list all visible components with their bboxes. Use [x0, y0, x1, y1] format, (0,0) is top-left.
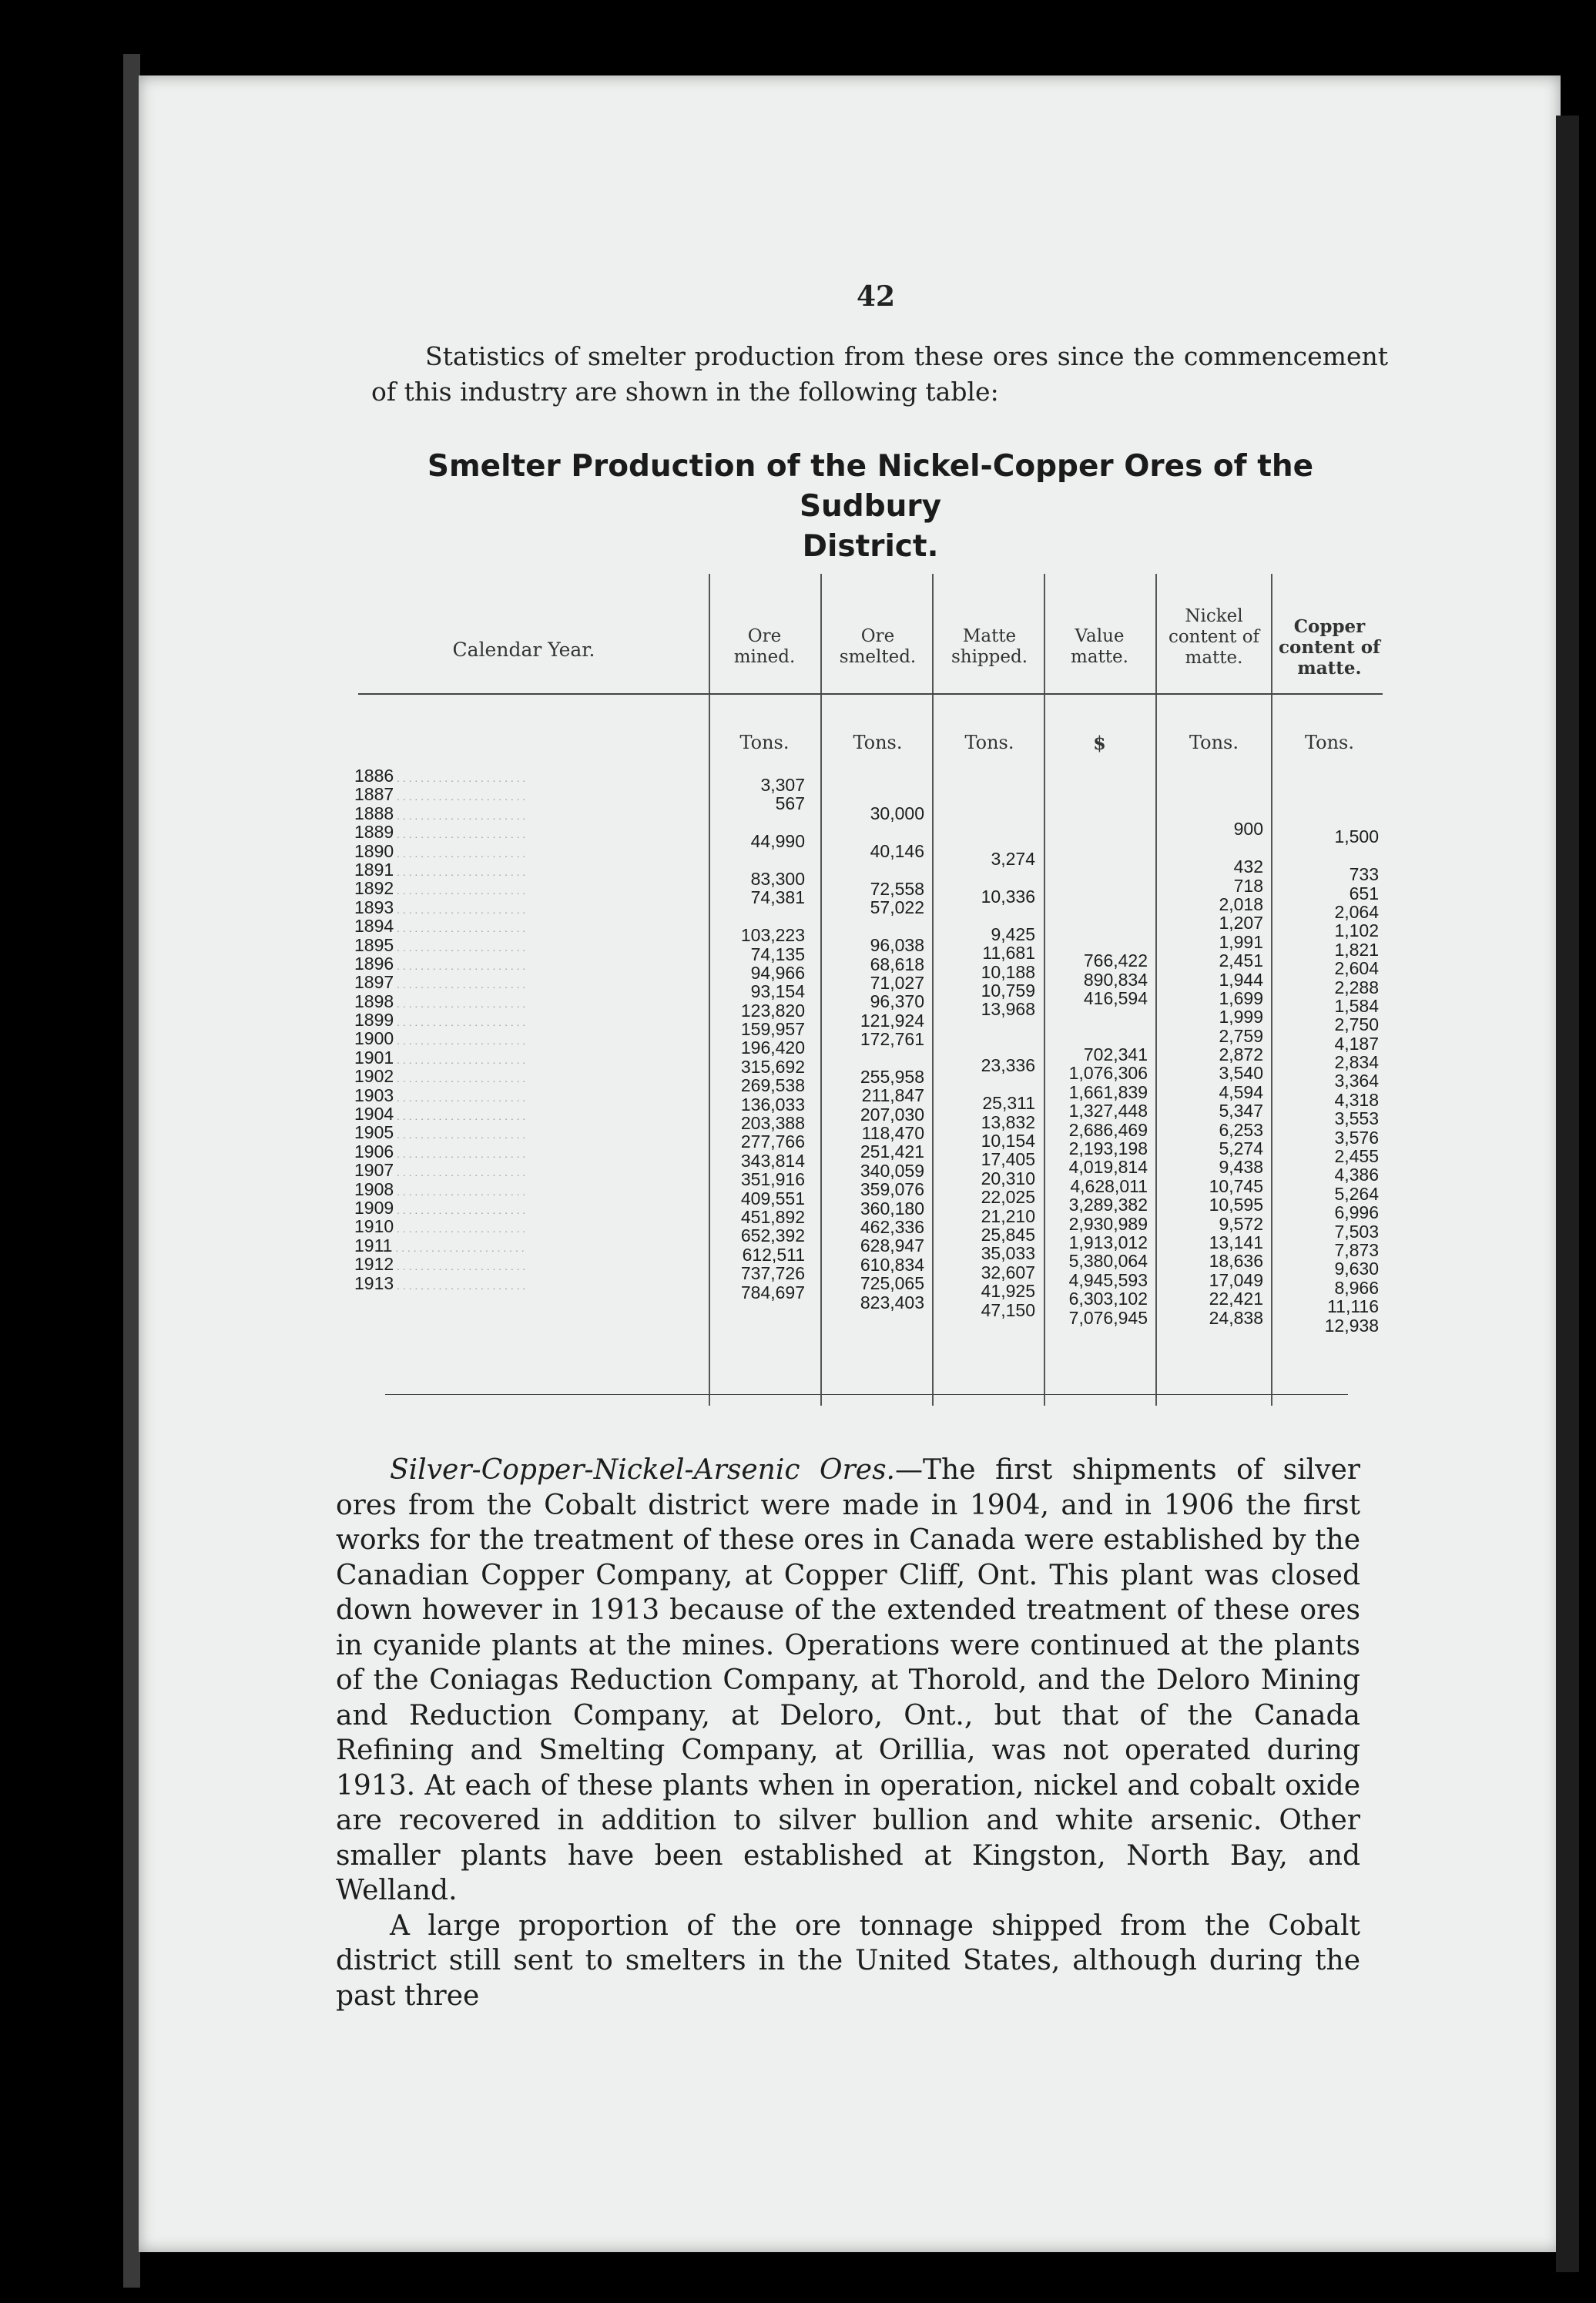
value-matte-cell: 2,930,989	[1068, 1213, 1148, 1234]
value-matte-cell	[1048, 877, 1148, 895]
header-calendar-year: Calendar Year.	[452, 639, 595, 661]
matte-shipped-cell: 13,832	[981, 1111, 1035, 1132]
matte-shipped-cell: 13,968	[981, 999, 1035, 1020]
nickel-cell: 1,991	[1219, 931, 1263, 952]
matte-shipped-cell: 3,274	[991, 849, 1035, 870]
year-cell: 1889 . . .	[354, 823, 693, 841]
nickel-cell: 1,207	[1219, 913, 1263, 934]
year-cell: 1899 . . .	[354, 1011, 693, 1029]
nickel-cell: 5,274	[1219, 1138, 1263, 1159]
ore-mined-cell: 203,388	[740, 1113, 805, 1134]
unit-ore-mined: Tons.	[739, 732, 790, 753]
value-matte-cell: 1,661,839	[1068, 1081, 1148, 1102]
copper-cell: 3,553	[1334, 1108, 1379, 1129]
copper-cell: 9,630	[1334, 1259, 1379, 1279]
column-rule	[1271, 574, 1272, 1406]
copper-cell: 11,116	[1327, 1296, 1379, 1317]
year-cell: 1903 . . .	[354, 1086, 693, 1105]
scan-right-edge	[1556, 116, 1579, 2272]
matte-shipped-cell	[937, 1019, 1035, 1038]
ore-mined-cell: 196,420	[740, 1038, 805, 1058]
page-number: 42	[857, 280, 896, 313]
nickel-cell	[1159, 801, 1263, 820]
year-cell: 1910 . . .	[354, 1217, 693, 1235]
matte-shipped-cell	[937, 812, 1035, 830]
nickel-cell: 6,253	[1219, 1119, 1263, 1140]
year-cell: 1904 . . .	[354, 1105, 693, 1123]
copper-cell: 1,584	[1334, 995, 1379, 1016]
nickel-cell: 3,540	[1219, 1063, 1263, 1084]
ore-mined-cell: 277,766	[740, 1131, 805, 1152]
value-matte-cell: 702,341	[1083, 1044, 1148, 1065]
matte-shipped-cell: 10,188	[981, 961, 1035, 982]
matte-shipped-cell: 21,210	[981, 1205, 1035, 1226]
ore-mined-cell: 159,957	[740, 1019, 805, 1040]
copper-cell: 4,318	[1334, 1089, 1379, 1110]
copper-cell: 2,288	[1334, 977, 1379, 997]
ore-mined-cell	[712, 851, 805, 870]
ore-smelted-cell: 207,030	[860, 1104, 924, 1125]
column-rule	[1155, 574, 1157, 1406]
ore-mined-cell: 451,892	[740, 1206, 805, 1227]
copper-cell: 6,996	[1334, 1202, 1379, 1223]
copper-cell: 7,873	[1334, 1239, 1379, 1260]
matte-shipped-cell: 9,425	[991, 924, 1035, 944]
value-matte-cell: 1,913,012	[1068, 1232, 1148, 1252]
ore-smelted-cell: 68,618	[870, 954, 924, 974]
nickel-cell: 13,141	[1209, 1232, 1263, 1252]
year-cell: 1894 . . .	[354, 917, 693, 935]
ore-smelted-cell: 823,403	[860, 1292, 924, 1312]
ore-smelted-cell: 71,027	[870, 972, 924, 993]
value-matte-cell: 1,076,306	[1068, 1063, 1148, 1084]
year-cell: 1907 . . .	[354, 1161, 693, 1179]
copper-cell: 2,455	[1334, 1146, 1379, 1167]
ore-mined-cell	[712, 907, 805, 926]
nickel-cell: 4,594	[1219, 1081, 1263, 1102]
matte-shipped-cell: 20,310	[981, 1168, 1035, 1188]
unit-value-matte: $	[1093, 732, 1106, 754]
ore-smelted-cell: 40,146	[870, 841, 924, 862]
copper-cell: 2,064	[1334, 901, 1379, 922]
unit-nickel: Tons.	[1189, 732, 1239, 753]
year-cell: 1896 . . .	[354, 954, 693, 973]
intro-paragraph: Statistics of smelter production from these ores since the commencement of this industry are shown in the following table:	[371, 341, 1388, 407]
nickel-cell: 718	[1233, 875, 1263, 896]
value-matte-cell: 2,193,198	[1068, 1138, 1148, 1159]
nickel-cell: 2,759	[1219, 1025, 1263, 1046]
copper-cell: 651	[1349, 883, 1379, 903]
year-cell: 1909 . . .	[354, 1198, 693, 1217]
nickel-cell: 9,572	[1219, 1213, 1263, 1234]
year-cell: 1898 . . .	[354, 992, 693, 1011]
value-matte-cell: 4,628,011	[1070, 1175, 1148, 1196]
header-value-matte: Value matte.	[1071, 626, 1128, 667]
year-cell: 1893 . . .	[354, 898, 693, 917]
production-table	[354, 574, 1386, 1406]
value-matte-cell	[1048, 895, 1148, 913]
matte-shipped-cell	[937, 1038, 1035, 1056]
nickel-cell: 2,018	[1219, 893, 1263, 914]
nickel-cell: 1,944	[1219, 969, 1263, 990]
ore-mined-column	[712, 776, 805, 1302]
header-rule	[358, 693, 1383, 695]
header-ore-mined: Ore mined.	[733, 626, 796, 667]
ore-mined-cell: 409,551	[740, 1188, 805, 1208]
value-matte-column	[1048, 801, 1148, 1327]
matte-shipped-cell: 47,150	[981, 1299, 1035, 1320]
ore-mined-cell: 343,814	[740, 1150, 805, 1171]
ore-mined-cell: 74,135	[750, 944, 805, 964]
ore-smelted-cell: 360,180	[860, 1198, 924, 1219]
ore-smelted-cell: 628,947	[860, 1235, 924, 1256]
value-matte-cell	[1048, 933, 1148, 951]
table-title-line-2: District.	[802, 529, 939, 564]
matte-shipped-cell: 23,336	[981, 1055, 1035, 1076]
ore-smelted-cell: 725,065	[860, 1273, 924, 1294]
ore-smelted-cell: 72,558	[870, 878, 924, 899]
copper-cell: 2,604	[1334, 958, 1379, 979]
copper-cell: 2,834	[1334, 1052, 1379, 1073]
matte-shipped-column	[937, 793, 1035, 1319]
paragraph-silver-ores	[336, 1453, 1360, 1909]
nickel-cell: 1,699	[1219, 987, 1263, 1008]
paragraph-ore-tonnage: A large proportion of the ore tonnage shipped from the Cobalt district still sent to smelters in the United States, although during the past three	[336, 1909, 1360, 2012]
nickel-cell	[1159, 839, 1263, 857]
matte-shipped-cell	[937, 831, 1035, 850]
nickel-cell: 1,999	[1219, 1007, 1263, 1027]
ore-mined-cell: 269,538	[740, 1075, 805, 1096]
ore-mined-cell: 612,511	[742, 1244, 805, 1265]
matte-shipped-cell	[937, 1075, 1035, 1094]
paragraph-body: —The first shipments of silver ores from the Cobalt district were made in 1904, and in 1906 the first works for the treatment of these ores in Canada were established by the Canadian Copper Company, at Copper Cliff, Ont. This plant was closed down however in 1913 because of the extended treatment of these ores in cyanide plants at the mines. Operations were continued at the plants of the Coniagas Reduction Company, at Thorold, and the Deloro Mining and Reduction Company, at Deloro, Ont., but that of the Canada Refining and Smelting Company, at Orillia, was not operated during 1913. At each of these plants when in operation, nickel and cobalt oxide are recovered in addition to silver bullion and white arsenic. Other smaller plants have been established at Kingston, North Bay, and Welland.	[336, 1454, 1361, 1906]
paragraph-lead: Silver-Copper-Nickel-Arsenic Ores.	[390, 1454, 896, 1486]
nickel-cell: 17,049	[1209, 1269, 1263, 1290]
copper-cell: 7,503	[1334, 1221, 1379, 1242]
copper-cell: 5,264	[1334, 1183, 1379, 1204]
ore-smelted-cell: 359,076	[860, 1179, 924, 1200]
matte-shipped-cell: 22,025	[981, 1187, 1035, 1208]
year-cell: 1913 . . .	[354, 1274, 693, 1292]
ore-smelted-cell: 96,370	[870, 991, 924, 1012]
ore-mined-cell: 315,692	[740, 1056, 805, 1077]
nickel-cell: 18,636	[1209, 1251, 1263, 1272]
ore-mined-cell: 351,916	[740, 1169, 805, 1190]
ore-mined-cell: 83,300	[750, 868, 805, 889]
value-matte-cell: 6,303,102	[1068, 1289, 1148, 1309]
value-matte-cell: 2,686,469	[1068, 1119, 1148, 1140]
matte-shipped-cell	[937, 869, 1035, 887]
year-cell: 1886 . . .	[354, 766, 693, 785]
ore-smelted-cell	[826, 786, 924, 804]
ore-mined-cell: 784,697	[740, 1282, 805, 1302]
bottom-rule	[385, 1394, 1348, 1395]
table-title	[354, 447, 1386, 567]
year-cell: 1911 . . .	[354, 1236, 693, 1255]
copper-cell: 1,821	[1334, 939, 1379, 960]
ore-mined-cell: 93,154	[750, 981, 805, 1002]
copper-cell: 8,966	[1334, 1277, 1379, 1298]
ore-smelted-cell	[826, 861, 924, 880]
year-cell: 1892 . . .	[354, 879, 693, 897]
year-cell: 1902 . . .	[354, 1067, 693, 1085]
header-ore-smelted: Ore smelted.	[839, 626, 917, 667]
ore-mined-cell: 74,381	[750, 887, 805, 908]
ore-smelted-cell: 340,059	[860, 1160, 924, 1181]
ore-smelted-cell: 251,421	[860, 1141, 924, 1162]
copper-cell: 4,187	[1334, 1033, 1379, 1054]
matte-shipped-cell: 25,845	[981, 1224, 1035, 1245]
value-matte-cell	[1048, 839, 1148, 857]
ore-mined-cell: 103,223	[740, 925, 805, 946]
nickel-cell: 2,451	[1219, 950, 1263, 971]
matte-shipped-cell: 35,033	[981, 1243, 1035, 1264]
value-matte-cell: 5,380,064	[1068, 1251, 1148, 1272]
matte-shipped-cell: 11,681	[982, 943, 1035, 964]
matte-shipped-cell	[937, 793, 1035, 812]
value-matte-cell: 1,327,448	[1068, 1101, 1148, 1121]
nickel-cell: 24,838	[1209, 1307, 1263, 1328]
ore-smelted-cell: 610,834	[860, 1254, 924, 1275]
copper-cell: 12,938	[1324, 1315, 1379, 1336]
year-cell: 1891 . . .	[354, 860, 693, 879]
matte-shipped-cell: 41,925	[981, 1281, 1035, 1302]
body-text	[336, 1453, 1360, 2013]
nickel-cell: 10,595	[1209, 1195, 1263, 1215]
ore-smelted-column	[826, 786, 924, 1312]
copper-cell: 2,750	[1334, 1014, 1379, 1035]
copper-cell: 733	[1349, 864, 1379, 885]
ore-smelted-cell: 255,958	[860, 1066, 924, 1087]
unit-matte-shipped: Tons.	[964, 732, 1014, 753]
unit-copper: Tons.	[1305, 732, 1354, 753]
ore-smelted-cell	[826, 823, 924, 842]
ore-mined-cell: 44,990	[750, 831, 805, 852]
value-matte-cell: 4,945,593	[1068, 1269, 1148, 1290]
matte-shipped-cell: 10,336	[981, 886, 1035, 907]
copper-cell	[1275, 846, 1379, 865]
ore-smelted-cell	[826, 1048, 924, 1067]
year-cell: 1908 . . .	[354, 1180, 693, 1198]
ore-smelted-cell: 96,038	[870, 935, 924, 956]
table-title-line-1: Smelter Production of the Nickel-Copper Ores of the Sudbury	[427, 449, 1314, 524]
nickel-cell: 432	[1233, 857, 1263, 877]
copper-cell: 4,386	[1334, 1165, 1379, 1185]
nickel-cell: 5,347	[1219, 1101, 1263, 1121]
nickel-cell: 22,421	[1209, 1289, 1263, 1309]
nickel-cell: 900	[1233, 819, 1263, 840]
copper-column	[1275, 809, 1379, 1335]
year-column	[354, 766, 693, 1292]
year-cell: 1905 . . .	[354, 1123, 693, 1141]
nickel-cell: 9,438	[1219, 1157, 1263, 1178]
ore-smelted-cell: 462,336	[860, 1216, 924, 1237]
copper-cell: 3,364	[1334, 1071, 1379, 1091]
ore-mined-cell: 567	[775, 793, 805, 814]
value-matte-cell: 3,289,382	[1068, 1195, 1148, 1215]
matte-shipped-cell: 17,405	[981, 1149, 1035, 1170]
ore-smelted-cell	[826, 917, 924, 936]
copper-cell: 1,102	[1334, 920, 1379, 941]
ore-smelted-cell: 118,470	[861, 1123, 924, 1144]
year-cell: 1912 . . .	[354, 1255, 693, 1273]
ore-mined-cell: 3,307	[760, 775, 805, 795]
value-matte-cell	[1048, 1007, 1148, 1026]
ore-mined-cell: 94,966	[750, 962, 805, 983]
matte-shipped-cell: 25,311	[982, 1093, 1035, 1114]
header-matte-shipped: Matte shipped.	[951, 626, 1028, 667]
value-matte-cell	[1048, 820, 1148, 838]
value-matte-cell	[1048, 857, 1148, 876]
value-matte-cell: 416,594	[1083, 987, 1148, 1008]
column-rule	[820, 574, 822, 1406]
ore-mined-cell: 136,033	[740, 1094, 805, 1115]
ore-mined-cell: 123,820	[740, 1000, 805, 1021]
nickel-cell: 2,872	[1219, 1044, 1263, 1065]
value-matte-cell: 766,422	[1083, 950, 1148, 971]
matte-shipped-cell	[937, 906, 1035, 924]
year-cell: 1901 . . .	[354, 1048, 693, 1067]
year-cell: 1897 . . .	[354, 973, 693, 991]
year-cell: 1900 . . .	[354, 1029, 693, 1048]
year-cell: 1906 . . .	[354, 1142, 693, 1161]
value-matte-cell	[1048, 913, 1148, 932]
ore-mined-cell: 652,392	[740, 1225, 805, 1246]
ore-smelted-cell: 172,761	[860, 1029, 924, 1050]
header-nickel-content: Nickel content of matte.	[1168, 606, 1260, 668]
value-matte-cell: 890,834	[1083, 969, 1148, 990]
year-cell: 1887 . . .	[354, 785, 693, 803]
ore-smelted-cell: 211,847	[861, 1085, 924, 1106]
nickel-column	[1159, 801, 1263, 1327]
unit-ore-smelted: Tons.	[853, 732, 903, 753]
scan-left-edge	[123, 54, 140, 2288]
matte-shipped-cell: 10,759	[981, 980, 1035, 1001]
ore-mined-cell: 737,726	[740, 1263, 805, 1284]
column-rule	[1044, 574, 1045, 1406]
column-rule	[932, 574, 934, 1406]
nickel-cell: 10,745	[1209, 1175, 1263, 1196]
ore-smelted-cell: 30,000	[870, 803, 924, 824]
header-copper-content: Copper content of matte.	[1279, 616, 1380, 679]
copper-cell	[1275, 809, 1379, 827]
value-matte-cell: 7,076,945	[1068, 1307, 1148, 1328]
matte-shipped-cell: 10,154	[981, 1131, 1035, 1152]
column-rule	[709, 574, 710, 1406]
year-cell: 1890 . . .	[354, 842, 693, 860]
year-cell: 1888 . . .	[354, 804, 693, 823]
value-matte-cell: 4,019,814	[1068, 1157, 1148, 1178]
year-cell: 1895 . . .	[354, 936, 693, 954]
copper-cell: 1,500	[1334, 826, 1379, 847]
ore-smelted-cell: 57,022	[870, 897, 924, 918]
matte-shipped-cell: 32,607	[981, 1262, 1035, 1282]
value-matte-cell	[1048, 801, 1148, 820]
ore-mined-cell	[712, 813, 805, 832]
ore-smelted-cell: 121,924	[860, 1010, 924, 1031]
value-matte-cell	[1048, 1027, 1148, 1045]
copper-cell: 3,576	[1334, 1127, 1379, 1148]
